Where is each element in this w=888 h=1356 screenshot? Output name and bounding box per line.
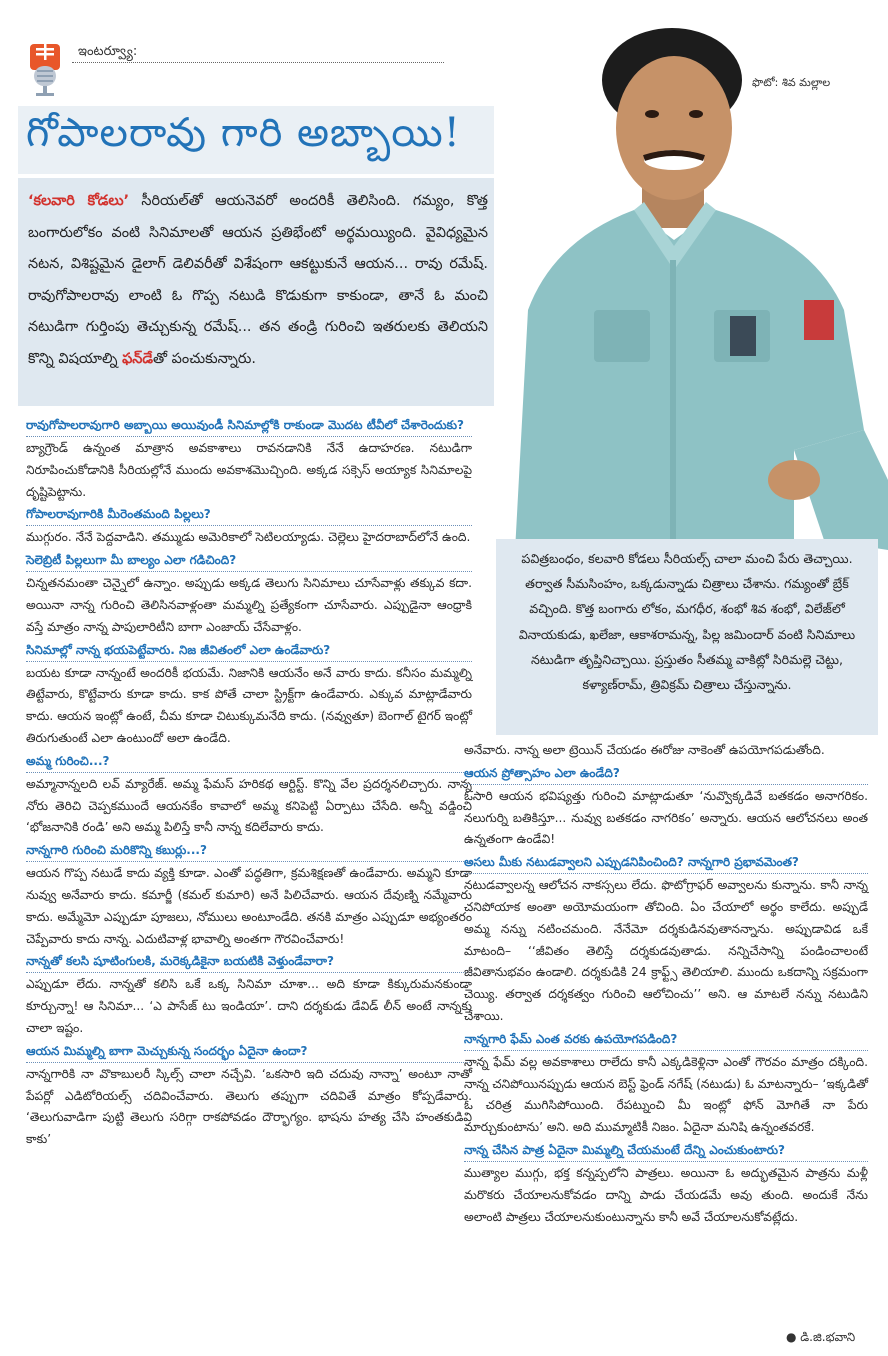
interview-answer: ఎప్పుడూ లేదు. నాన్నతో కలిసి ఒకే ఒక్క సినిమా చూశా... అది కూడా కిక్కురుమనకుండా కూర్చున్నా! ఆ సినిమా... ‘ఎ పాసేజ్ టు ఇండియా’. దాని దర్శకుడు డేవిడ్ లీన్ అంటే నాన్నకు చాలా ఇష్టం. — [26, 977, 472, 1035]
interview-answer: నాన్న ఫేమ్ వల్ల అవకాశాలు రాలేదు కానీ ఎక్కడికెళ్లినా ఎంతో గౌరవం మాత్రం దక్కింది. నాన్న చనిపోయినప్పుడు ఆయన బెస్ట్ ఫ్రెండ్ నగేష్ (నటుడు) ఓ మాటన్నారు– ‘ఇక్కడితో ఓ చరిత్ర ముగిసిపోయింది. రేపట్నుంచి మీ ఇంట్లో ఫోన్ మోగితే నా పేరు మార్చుకుంటాను’ అని. అది ముమ్మాటికీ నిజం. ఏదైనా మనిషి ఉన్నంతవరకే. — [464, 1054, 868, 1135]
interview-question: ఆయన మిమ్మల్ని బాగా మెచ్చుకున్న సందర్భం ఏదైనా ఉందా? — [26, 1041, 472, 1063]
interview-answer: నటుడవ్వాలన్న ఆలోచన నాకస్సలు లేదు. ఫొటోగ్రాఫర్ అవ్వాలను కున్నాను. కానీ నాన్న చనిపోయాక అంతా అయోమయంగా తోచింది. ఏం చేయాలో అర్థం కాలేదు. అప్పుడే అమ్మ నన్ను నటించమంది. నేనేమో దర్శకుడినవుతానన్నాను. అప్పుడావిడ ఒకే మాటంది– ‘‘జీవితం తెలిస్తే దర్శకుడవుతాడు. నన్నిచేసాన్ని పండించాలంటే జీవితానుభవం ఉండాలి. దర్శకుడికి 24 క్రాఫ్ట్స్ తెలియాలి. ముందు ఒకదాన్ని సక్రమంగా చెయ్యి. తర్వాత దర్శకత్వం గురించి ఆలోచించు’’ అని. ఆ మాటలే నన్ను నటుడిని చేశాయి. — [464, 878, 868, 1023]
interview-answer: ముత్యాల ముగ్గు, భక్త కన్నప్పలోని పాత్రలు. అయినా ఓ అద్భుతమైన పాత్రను మళ్లీ మరొకరు చేయాలనుకోవడం దాన్ని పాడు చేయడమే అవు తుంది. అందుకే నేను అలాంటి పాత్రలు చేయాలనుకుంటున్నాను కానీ అవే చేయాలనుకోవట్లేదు. — [464, 1165, 868, 1224]
interview-answer: అమ్మానాన్నలది లవ్ మ్యారేజ్. అమ్మ ఫేమస్ హరికథ ఆర్టిస్ట్. కొన్ని వేల ప్రదర్శనలిచ్చారు. నాన్న నోరు తెరిచి చెప్పకముందే ఆయనకేం కావాలో అమ్మ కనిపెట్టి ఏర్పాటు చేసేది. అన్నీ వడ్డించి ‘భోజనానికి రండి’ అని అమ్మ పిలిస్తే కానీ నాన్న కదిలేవారు కాదు. — [26, 776, 472, 835]
interview-answer: ముగ్గురం. నేనే పెద్దవాడిని. తమ్ముడు అమెరికాలో సెటిలయ్యాడు. చెల్లెలు హైదరాబాద్‌లోనే ఉంది. — [26, 530, 471, 545]
section-label: ఇంటర్వ్యూ: — [78, 44, 138, 59]
interview-answer: అనేవారు. నాన్న అలా ట్రెయిన్ చేయడం ఈరోజు నాకెంతో ఉపయోగపడుతోంది. — [464, 743, 825, 757]
interview-answer: చిన్నతనమంతా చెన్నైలో ఉన్నాం. అప్పుడు అక్కడ తెలుగు సినిమాలు చూసేవాళ్లు తక్కువ కదా. అయినా నాన్న గురించి తెలిసినవాళ్లంతా మమ్మల్ని ప్రత్యేకంగా చూసేవారు. ఎప్పుడైనా ఆంధ్రాకి వస్తే మాత్రం నాన్న పాపులారిటీని బాగా ఎంజాయ్ చేసేవాళ్లం. — [26, 576, 472, 634]
microphone-logo-icon — [28, 42, 62, 98]
interview-question: అమ్మ గురించి...? — [26, 751, 472, 773]
interview-question: నాన్నగారి గురించి మరికొన్ని కబుర్లు...? — [26, 840, 472, 862]
header-divider — [72, 62, 444, 63]
interview-question: గోపాలరావుగారికి మీరెంతమంది పిల్లలు? — [26, 504, 472, 526]
interview-question: నాన్న చేసిన పాత్ర ఏదైనా మిమ్మల్ని చేయమంటే దేన్ని ఎంచుకుంటారు? — [464, 1140, 868, 1162]
interview-question: ఆయన ప్రోత్సాహం ఎలా ఉండేది? — [464, 763, 868, 785]
intro-highlight-serial: ‘కలవారి కోడలు’ — [28, 193, 130, 209]
interview-answer: నాన్నగారికి నా వొకాబులరీ స్కిల్స్ చాలా నచ్చేవి. ‘ఒకసారి ఇది చదువు నాన్నా’ అంటూ నాతో పేపర్లో ఎడిటోరియల్స్ చదివించేవారు. తెలుగు తప్పుగా చదివితే మాత్రం కోప్పడేవారు. ‘తెలుగువాడిగా పుట్టి తెలుగు సరిగ్గా రాకపోవడం దౌర్భాగ్యం. భాషను హత్య చేసి హంతకుడివి కాకు’ — [26, 1066, 472, 1147]
photo-credit: ఫొటో: శివ మల్లాల — [752, 76, 831, 89]
intro-text-part-2: తో పంచుకున్నారు. — [153, 350, 256, 367]
interview-answer: బ్యాగ్రౌండ్ ఉన్నంత మాత్రాన అవకాశాలు రావనడానికి నేనే ఉదాహరణ. నటుడిగా నిరూపించుకోడానికి సీరియల్లోనే ముందు అవకాశమొచ్చింది. అక్కడ సక్సెస్ అయ్యాక సినిమాలపై దృష్టిపెట్టాను. — [26, 441, 472, 499]
interview-answer: బయట కూడా నాన్నంటే అందరికీ భయమే. నిజానికి ఆయనేం అనే వారు కాదు. కనీసం మమ్మల్ని తిట్టేవారు, కొట్టేవారు కూడా కాదు. కాక పోతే చాలా స్ట్రిక్ట్‌గా ఉండేవారు. ఎక్కువ మాట్లాడేవారు కాదు. ఆయన ఇంట్లో ఉంటే, చీమ కూడా చిటుక్కుమనేది కాదు. (నవ్వుతూ) బెంగాల్ టైగర్ ఇంట్లో తిరుగుతుంటే ఎలా ఉంటుందో అలా ఉండేది. — [26, 665, 472, 745]
article-title: గోపాలరావు గారి అబ్బాయి! — [26, 110, 461, 156]
intro-text-part-1: సీరియల్‌తో ఆయనెవరో అందరికీ తెలిసింది. గమ్యం, కొత్త బంగారులోకం వంటి సినిమాలతో ఆయన ప్రతిభేంటో అర్థమయ్యింది. వైవిధ్యమైన నటన, విశిష్టమైన డైలాగ్ డెలివరీతో విశేషంగా ఆకట్టుకునే ఆయన... రావు రమేష్. రావుగోపాలరావు లాంటి ఓ గొప్ప నటుడి కొడుకుగా కాకుండా, తానే ఓ మంచి నటుడిగా గుర్తింపు తెచ్చుకున్న రమేష్... తన తండ్రి గురించి ఇతరులకు తెలియని కొన్ని విషయాల్ని — [28, 193, 489, 367]
interview-answer: ఓసారి ఆయన భవిష్యత్తు గురించి మాట్లాడుతూ ‘నువ్వొక్కడివే బతకడం అనాగరికం. నలుగుర్ని బతికిస్తూ... నువ్వు బతకడం నాగరికం’ అన్నారు. ఆయన ఆలోచనలు అంత ఉన్నతంగా ఉండేవి! — [464, 788, 868, 847]
interview-question: అసలు మీకు నటుడవ్వాలని ఎప్పుడనిపించింది? నాన్నగారి ప్రభావమెంత? — [464, 852, 868, 874]
interview-question: నాన్నగారి ఫేమ్ ఎంత వరకు ఉపయోగపడింది? — [464, 1029, 868, 1051]
interview-question: సెలెబ్రిటీ పిల్లలుగా మీ బాల్యం ఎలా గడిచింది? — [26, 550, 472, 572]
author-byline: ● డి.జి.భవాని — [786, 1330, 856, 1344]
interview-question: సినిమాల్లో నాన్న భయపెట్టేవారు. నిజ జీవితంలో ఎలా ఉండేవారు? — [26, 640, 472, 662]
intro-highlight-funday: ఫన్‌డే — [122, 350, 154, 367]
right-column — [464, 740, 868, 1229]
left-column — [26, 414, 472, 1152]
article-intro — [28, 186, 488, 376]
interview-question: నాన్నతో కలసి షూటింగులకి, మరెక్కడికైనా బయటికి వెళ్తుండేవారా? — [26, 951, 472, 973]
actor-photo — [494, 10, 888, 570]
interview-answer: ఆయన గొప్ప నటుడే కాదు వ్యక్తి కూడా. ఎంతో పద్ధతిగా, క్రమశిక్షణతో ఉండేవారు. అమ్మని కూడా నువ్వు అనేవారు కాదు. కమార్జీ (కమల్ కుమారి) అనే పిలిచేవారు. ఆయన దేవుణ్ని నమ్మేవారు కాదు. అమ్మేమో ఎప్పుడూ పూజలు, నోములు అంటూండేది. తనకి మాత్రం ఎప్పుడూ అభ్యంతరం చెప్పేవారు కాదు నాన్న. ఎదుటివాళ్ల భావాల్ని అంతగా గౌరవించేవారు! — [26, 866, 472, 946]
interview-question: రావుగోపాలరావుగారి అబ్బాయి అయివుండీ సినిమాల్లోకి రాకుండా మొదట టీవీలో చేశారెందుకు? — [26, 415, 472, 437]
photo-caption: పవిత్రబంధం, కలవారి కోడలు సీరియల్స్ చాలా మంచి పేరు తెచ్చాయి. తర్వాత సీమసింహం, ఒక్కడున్నాడు చిత్రాలు చేశాను. గమ్యంతో బ్రేక్ వచ్చింది. కొత్త బంగారు లోకం, మగధీర, శంభో శివ శంభో, విలేజ్‌లో వినాయకుడు, ఖలేజా, ఆకాశరామన్న, పిల్ల జమిందార్ వంటి సినిమాలు నటుడిగా తృప్తినిచ్చాయి. ప్రస్తుతం సీతమ్మ వాకిట్లో సిరిమల్లె చెట్టు, కళ్యాణ్‌రామ్, త్రివిక్రమ్ చిత్రాలు చేస్తున్నాను. — [518, 551, 856, 693]
